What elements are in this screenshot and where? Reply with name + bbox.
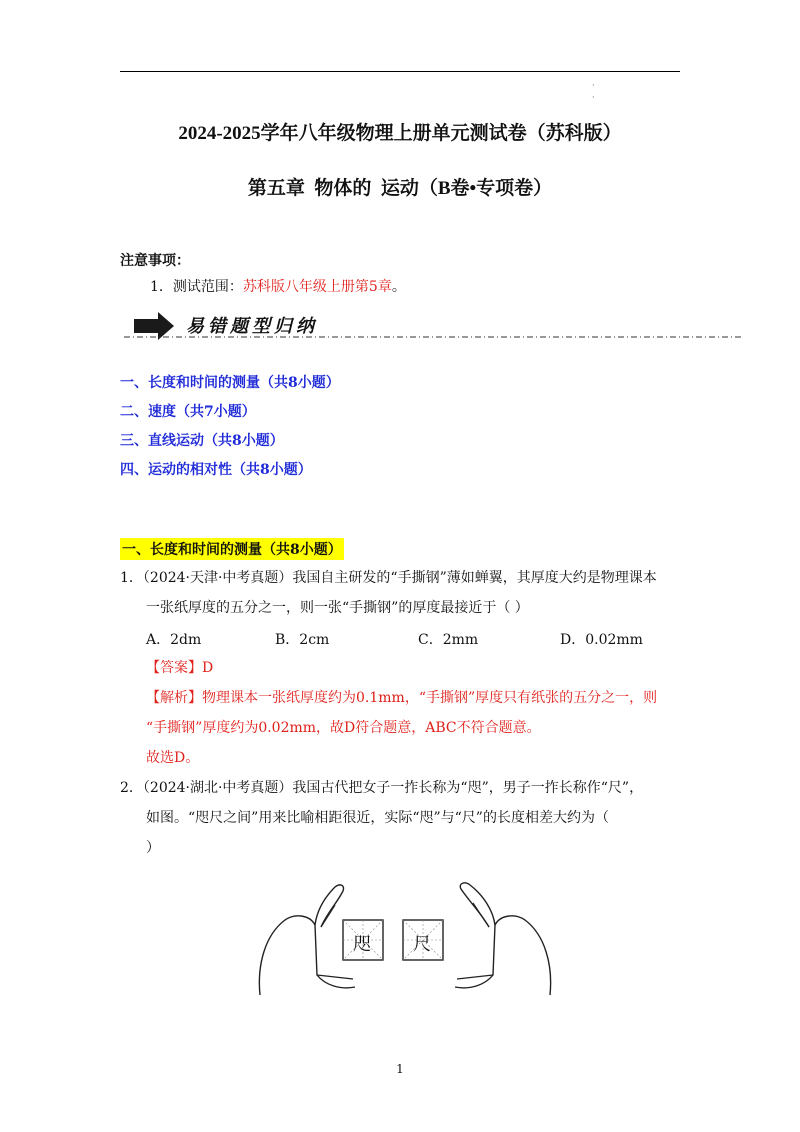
section-heading-1: 一、长度和时间的测量（共8小题） [120, 538, 344, 560]
document-title: 2024-2025学年八年级物理上册单元测试卷（苏科版） [178, 123, 622, 144]
toc-item-4[interactable]: 四、运动的相对性（共8小题） [120, 462, 312, 478]
corner-dots: · · [592, 81, 595, 102]
arrow-icon [134, 312, 174, 340]
hands-illustration [255, 875, 555, 1005]
q1-analysis-line1: 【解析】物理课本一张纸厚度约为0.1mm，“手撕钢”厚度只有纸张的五分之一，则 [146, 690, 658, 706]
zhi-character: 咫 [353, 934, 371, 955]
q1-analysis-line2: “手撕钢”厚度约为0.02mm，故D符合题意，ABC不符合题意。 [146, 720, 541, 736]
toc-item-3[interactable]: 三、直线运动（共8小题） [120, 433, 284, 449]
chapter-title: 第五章 物体的 运动（B卷•专项卷） [247, 178, 553, 199]
q2-stem-line2: 如图。“咫尺之间”用来比喻相距很近，实际“咫”与“尺”的长度相差大约为（ [146, 810, 609, 826]
notice-label: 注意事项： [120, 253, 190, 269]
q2-stem-line3: ） [146, 840, 160, 856]
q2-stem-line1: 2．（2024·湖北·中考真题）我国古代把女子一拃长称为“咫”，男子一拃长称作“尺”， [120, 780, 644, 796]
banner-title: 易错题型归纳 [186, 316, 318, 337]
toc-item-1[interactable]: 一、长度和时间的测量（共8小题） [120, 375, 340, 391]
chi-character: 尺 [413, 934, 431, 955]
notice-item-scope: 苏科版八年级上册第5章 [242, 279, 392, 295]
notice-item-suffix: 。 [391, 279, 406, 295]
q1-answer: 【答案】D [146, 660, 214, 676]
notice-item [150, 276, 406, 296]
q1-option-a: A．2dm [146, 632, 202, 648]
q1-option-d: D．0.02mm [560, 632, 643, 648]
page-number: 1 [396, 1062, 404, 1076]
q1-option-c: C．2mm [418, 632, 479, 648]
section-banner [124, 310, 744, 342]
q1-conclusion: 故选D。 [146, 750, 200, 766]
q1-option-b: B．2cm [275, 632, 330, 648]
q1-stem-line1: 1．（2024·天津·中考真题）我国自主研发的“手撕钢”薄如蝉翼，其厚度大约是物理课本 [120, 570, 657, 586]
notice-item-prefix: 1．测试范围： [150, 279, 243, 295]
top-rule [120, 71, 680, 72]
toc-item-2[interactable]: 二、速度（共7小题） [120, 404, 256, 420]
q1-stem-line2: 一张纸厚度的五分之一，则一张“手撕钢”的厚度最接近于（ ） [146, 600, 529, 616]
hands-figure [255, 875, 555, 1005]
